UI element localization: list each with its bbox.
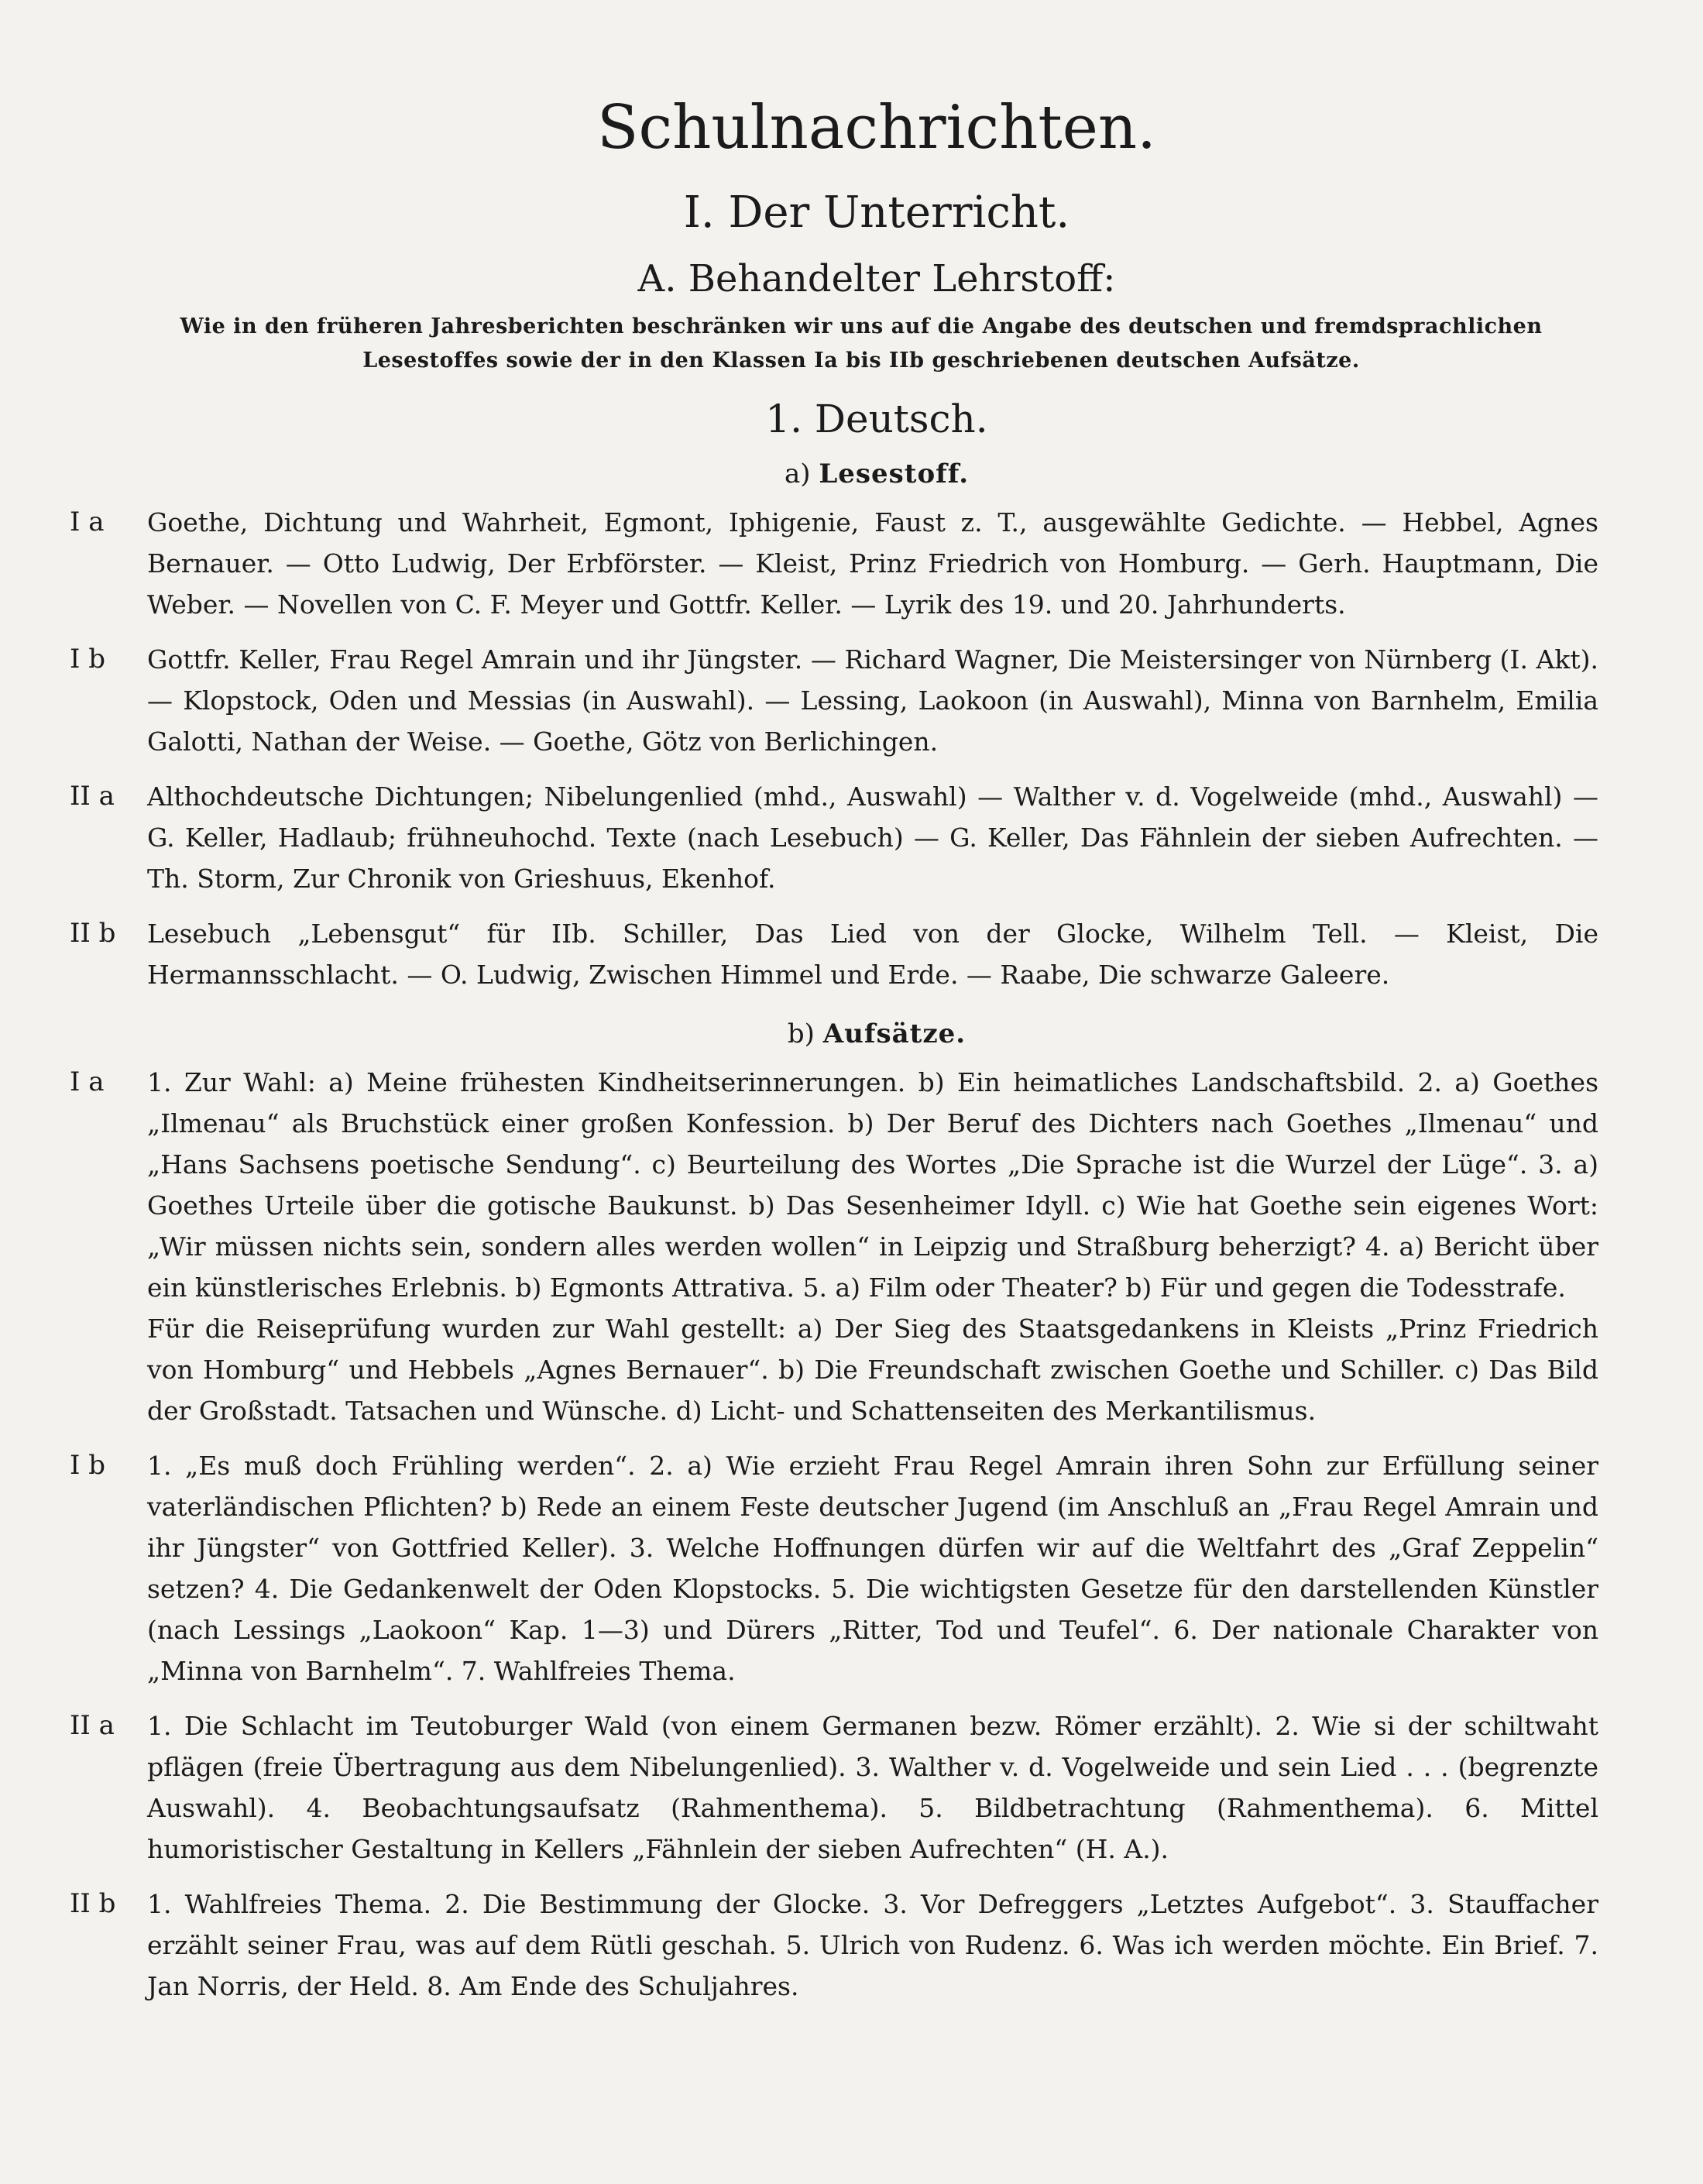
subject-heading: 1. Deutsch. — [765, 397, 988, 441]
entry-text: 1. Wahlfreies Thema. 2. Die Bestimmung der Glocke. 3. Vor Defreggers „Letztes Aufgebot“. 3. Stauffacher erzählt seiner Frau, was auf dem Rütli geschah. 5. Ulrich von Rudenz. 6. Was ich werden möchte. Ein Brief. 7. Jan Norris, der Held. 8. Am Ende des Schuljahres. — [147, 1889, 1598, 2001]
lesestoff-label: a) — [784, 458, 811, 489]
aufsaetze-entry-iia — [70, 1705, 1598, 1870]
lesestoff-heading — [155, 452, 1598, 496]
entry-text: Gottfr. Keller, Frau Regel Amrain und ihr Jüngster. — Richard Wagner, Die Meistersinger von Nürnberg (I. Akt). — Klopstock, Oden und Messias (in Auswahl). — Lessing, Laokoon (in Auswahl), Minna von Barnhelm, Emilia Galotti, Nathan der Weise. — Goethe, Götz von Berlichingen. — [147, 644, 1598, 757]
class-label: I b — [70, 1450, 106, 1481]
aufsaetze-list — [70, 1062, 1598, 2007]
entry-paragraph: 1. Zur Wahl: a) Meine frühesten Kindheitserinnerungen. b) Ein heimatliches Landschaftsbild. 2. a) Goethes „Ilmenau“ als Bruchstück einer großen Konfession. b) Der Beruf des Dichters nach Goethes „Ilmenau“ und „Hans Sachsens poetische Sendung“. c) Beurteilung des Wortes „Die Sprache ist die Wurzel der Lüge“. 3. a) Goethes Urteile über die gotische Baukunst. b) Das Sesenheimer Idyll. c) Wie hat Goethe sein eigenes Wort: „Wir müssen nichts sein, sondern alles werden wollen“ in Leipzig und Straßburg beherzigt? 4. a) Bericht über ein künstlerisches Erlebnis. b) Egmonts Attrativa. 5. a) Film oder Theater? b) Für und gegen die Todesstrafe. — [147, 1067, 1598, 1303]
entry-text — [147, 1062, 1598, 1431]
class-label: II a — [70, 1710, 115, 1741]
lesestoff-entry-ia — [70, 502, 1598, 625]
lesestoff-entry-iia — [70, 776, 1598, 899]
lesestoff-entry-ib — [70, 639, 1598, 762]
section-heading: A. Behandelter Lehrstoff: — [637, 257, 1116, 300]
intro-text: Wie in den früheren Jahresberichten beschränken wir uns auf die Angabe des deutschen und fremdsprachlichen Lesestoffes sowie der in den Klassen Ia bis IIb geschriebenen deutschen Aufsätze. — [180, 314, 1543, 373]
lesestoff-entry-iib — [70, 913, 1598, 995]
aufsaetze-label: b) — [787, 1018, 815, 1049]
aufsaetze-entry-iib — [70, 1884, 1598, 2007]
aufsaetze-entry-ib — [70, 1445, 1598, 1691]
entry-text: 1. „Es muß doch Frühling werden“. 2. a) Wie erzieht Frau Regel Amrain ihren Sohn zur Erfüllung seiner vaterländischen Pflichten? b) Rede an einem Feste deutscher Jugend (im Anschluß an „Frau Regel Amrain und ihr Jüngster“ von Gottfried Keller). 3. Welche Hoffnungen dürfen wir auf die Weltfahrt des „Graf Zeppelin“ setzen? 4. Die Gedankenwelt der Oden Klopstocks. 5. Die wichtigsten Gesetze für den darstellenden Künstler (nach Lessings „Laokoon“ Kap. 1—3) und Dürers „Ritter, Tod und Teufel“. 6. Der nationale Charakter von „Minna von Barnhelm“. 7. Wahlfreies Thema. — [147, 1451, 1598, 1686]
class-label: I a — [70, 1066, 105, 1097]
class-label: I a — [70, 507, 105, 537]
aufsaetze-entry-ia — [70, 1062, 1598, 1431]
class-label: II a — [70, 781, 115, 812]
lesestoff-title: Lesestoff. — [819, 458, 970, 489]
lesestoff-list — [70, 502, 1598, 995]
part-heading: I. Der Unterricht. — [683, 187, 1070, 238]
aufsaetze-heading — [155, 1012, 1598, 1056]
document-title: Schulnachrichten. — [597, 93, 1156, 163]
entry-text: Lesebuch „Lebensgut“ für IIb. Schiller, Das Lied von der Glocke, Wilhelm Tell. — Kleist, Die Hermannsschlacht. — O. Ludwig, Zwischen Himmel und Erde. — Raabe, Die schwarze Galeere. — [147, 919, 1598, 990]
reifepruefung-paragraph: Für die Reiseprüfung wurden zur Wahl gestellt: a) Der Sieg des Staatsgedankens in Kleists „Prinz Friedrich von Homburg“ und Hebbels „Agnes Bernauer“. b) Die Freundschaft zwischen Goethe und Schiller. c) Das Bild der Großstadt. Tatsachen und Wünsche. d) Licht- und Schattenseiten des Merkantilismus. — [147, 1313, 1598, 1426]
aufsaetze-title: Aufsätze. — [822, 1018, 967, 1049]
entry-text: 1. Die Schlacht im Teutoburger Wald (von einem Germanen bezw. Römer erzählt). 2. Wie si der schiltwaht pflägen (freie Übertragung aus dem Nibelungenlied). 3. Walther v. d. Vogelweide und sein Lied . . . (begrenzte Auswahl). 4. Beobachtungsaufsatz (Rahmenthema). 5. Bildbetrachtung (Rahmenthema). 6. Mittel humoristischer Gestaltung in Kellers „Fähnlein der sieben Aufrechten“ (H. A.). — [147, 1711, 1598, 1864]
entry-text: Althochdeutsche Dichtungen; Nibelungenlied (mhd., Auswahl) — Walther v. d. Vogelweide (mhd., Auswahl) — G. Keller, Hadlaub; frühneuhochd. Texte (nach Lesebuch) — G. Keller, Das Fähnlein der sieben Aufrechten. — Th. Storm, Zur Chronik von Grieshuus, Ekenhof. — [147, 781, 1598, 894]
class-label: I b — [70, 644, 106, 675]
class-label: II b — [70, 918, 116, 949]
entry-text: Goethe, Dichtung und Wahrheit, Egmont, Iphigenie, Faust z. T., ausgewählte Gedichte. — Hebbel, Agnes Bernauer. — Otto Ludwig, Der Erbförster. — Kleist, Prinz Friedrich von Homburg. — Gerh. Hauptmann, Die Weber. — Novellen von C. F. Meyer und Gottfr. Keller. — Lyrik des 19. und 20. Jahrhunderts. — [147, 507, 1598, 620]
class-label: II b — [70, 1888, 116, 1919]
